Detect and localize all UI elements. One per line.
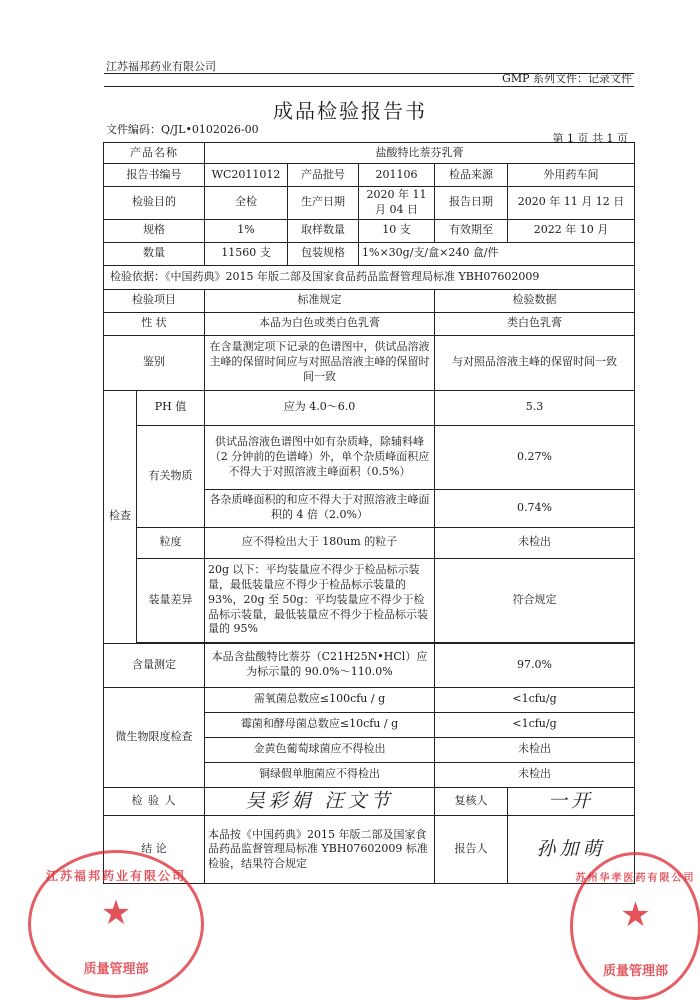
product-name-label: 产品名称 (104, 143, 205, 164)
reviewer-signature: 一开 (508, 787, 635, 816)
batch-no: 201106 (359, 164, 435, 187)
pseudomonas-result: 未检出 (435, 762, 635, 787)
identification-standard: 在含量测定项下记录的色谱图中，供试品溶液主峰的保留时间应与对照品溶液主峰的保留时间一致 (205, 335, 435, 390)
aerobic-count-standard: 需氧菌总数应≤100cfu / g (205, 687, 435, 712)
mold-yeast-standard: 霉菌和酵母菌总数应≤10cfu / g (205, 712, 435, 737)
spec-label: 规格 (104, 219, 205, 242)
sample-qty-label: 取样数量 (288, 219, 359, 242)
table-row (104, 143, 635, 164)
staph-aureus-standard: 金黄色葡萄球菌应不得检出 (205, 737, 435, 762)
identification-label: 鉴别 (104, 335, 205, 390)
mold-yeast-result: <1cfu/g (435, 712, 635, 737)
table-row (104, 527, 635, 558)
table-row (104, 312, 635, 335)
table-row (104, 219, 635, 242)
document-series: GMP 系列文件：记录文件 (502, 72, 632, 85)
particle-size-result: 未检出 (435, 527, 635, 558)
pack-label: 包装规格 (288, 242, 359, 265)
conclusion-text: 本品按《中国药典》2015 年版二部及国家食品药品监督管理局标准 YBH07602009 标准检验，结果符合规定 (205, 816, 435, 884)
fill-variation-standard: 20g 以下：平均装量应不得少于检品标示装量，最低装量应不得少于检品标示装量的 93%，20g 至 50g：平均装量应不得少于检品标示装量，最低装量应不得少于检品标示装量的 95% (205, 558, 435, 642)
check-label: 检查 (104, 390, 137, 643)
page-number: 第 1 页 共 1 页 (552, 132, 628, 145)
report-no: WC2011012 (205, 164, 288, 187)
table-row (104, 164, 635, 187)
partner-seal-stamp: 苏州华孝医药有限公司 ★ 质量管理部 (570, 852, 700, 1000)
related-substances-standard-2: 各杂质峰面积的和应不得大于对照溶液主峰面积的 4 倍（2.0%） (205, 489, 435, 527)
particle-size-label: 粒度 (137, 527, 205, 558)
expiry-label: 有效期至 (435, 219, 508, 242)
identification-result: 与对照品溶液主峰的保留时间一致 (435, 335, 635, 390)
purpose-label: 检验目的 (104, 187, 205, 220)
ph-standard: 应为 4.0～6.0 (205, 390, 435, 425)
header-divider (104, 73, 634, 74)
microbial-limit-label: 微生物限度检查 (104, 687, 205, 787)
staph-aureus-result: 未检出 (435, 737, 635, 762)
page-title: 成品检验报告书 (273, 99, 427, 123)
column-result: 检验数据 (435, 289, 635, 312)
table-row (104, 187, 635, 220)
related-substances-standard-1: 供试品溶液色谱图中如有杂质峰，除辅料峰（2 分钟前的色谱峰）外，单个杂质峰面积应不得大于对照溶液主峰面积（0.5%） (205, 425, 435, 489)
document-number: 文件编码：Q/JL•0102026-00 (106, 123, 259, 136)
appearance-standard: 本品为白色或类白色乳膏 (205, 312, 435, 335)
qty-label: 数量 (104, 242, 205, 265)
table-row (104, 335, 635, 390)
reporter-label: 报告人 (435, 816, 508, 884)
column-item: 检验项目 (104, 289, 205, 312)
ph-result: 5.3 (435, 390, 635, 425)
related-substances-result-2: 0.74% (435, 489, 635, 527)
related-substances-label: 有关物质 (137, 425, 205, 527)
expiry: 2022 年 10 月 (508, 219, 635, 242)
product-name: 盐酸特比萘芬乳膏 (205, 143, 635, 164)
inspection-report-table (103, 142, 635, 884)
assay-standard: 本品含盐酸特比萘芬（C21H25N•HCl）应为标示量的 90.0%～110.0% (205, 643, 435, 687)
reporter-signature: 孙加萌 (508, 816, 635, 884)
company-seal-stamp: 江苏福邦药业有限公司 ★ 质量管理部 (28, 850, 204, 998)
inspector-label: 检 验 人 (104, 787, 205, 816)
star-icon: ★ (620, 895, 651, 935)
table-row (104, 242, 635, 265)
prod-date-label: 生产日期 (288, 187, 359, 220)
table-row (104, 265, 635, 289)
table-row (104, 558, 635, 642)
particle-size-standard: 应不得检出大于 180um 的粒子 (205, 527, 435, 558)
table-row (104, 390, 635, 425)
assay-label: 含量测定 (104, 643, 205, 687)
conclusion-label: 结 论 (104, 816, 205, 884)
star-icon: ★ (100, 893, 132, 933)
table-row (104, 643, 635, 687)
source: 外用药车间 (508, 164, 635, 187)
related-substances-result-1: 0.27% (435, 425, 635, 489)
aerobic-count-result: <1cfu/g (435, 687, 635, 712)
qty: 11560 支 (205, 242, 288, 265)
sample-qty: 10 支 (359, 219, 435, 242)
prod-date: 2020 年 11 月 04 日 (359, 187, 435, 220)
inspector-signature: 吴彩娟 汪文节 (205, 787, 435, 816)
column-standard: 标准规定 (205, 289, 435, 312)
spec: 1% (205, 219, 288, 242)
company-name: 江苏福邦药业有限公司 (106, 60, 216, 73)
report-no-label: 报告书编号 (104, 164, 205, 187)
table-header-row (104, 289, 635, 312)
table-row (104, 787, 635, 816)
report-date-label: 报告日期 (435, 187, 508, 220)
appearance-result: 类白色乳膏 (435, 312, 635, 335)
fill-variation-label: 装量差异 (137, 558, 205, 642)
report-date: 2020 年 11 月 12 日 (508, 187, 635, 220)
appearance-label: 性 状 (104, 312, 205, 335)
source-label: 检品来源 (435, 164, 508, 187)
inspection-basis: 检验依据：《中国药典》2015 年版二部及国家食品药品监督管理局标准 YBH07602009 (104, 265, 635, 289)
batch-label: 产品批号 (288, 164, 359, 187)
pseudomonas-standard: 铜绿假单胞菌应不得检出 (205, 762, 435, 787)
ph-label: PH 值 (137, 390, 205, 425)
fill-variation-result: 符合规定 (435, 558, 635, 642)
table-row (104, 687, 635, 712)
header-divider-2 (104, 86, 634, 87)
assay-result: 97.0% (435, 643, 635, 687)
table-row (104, 425, 635, 489)
purpose: 全检 (205, 187, 288, 220)
reviewer-label: 复核人 (435, 787, 508, 816)
pack-spec: 1%×30g/支/盒×240 盒/件 (359, 242, 635, 265)
